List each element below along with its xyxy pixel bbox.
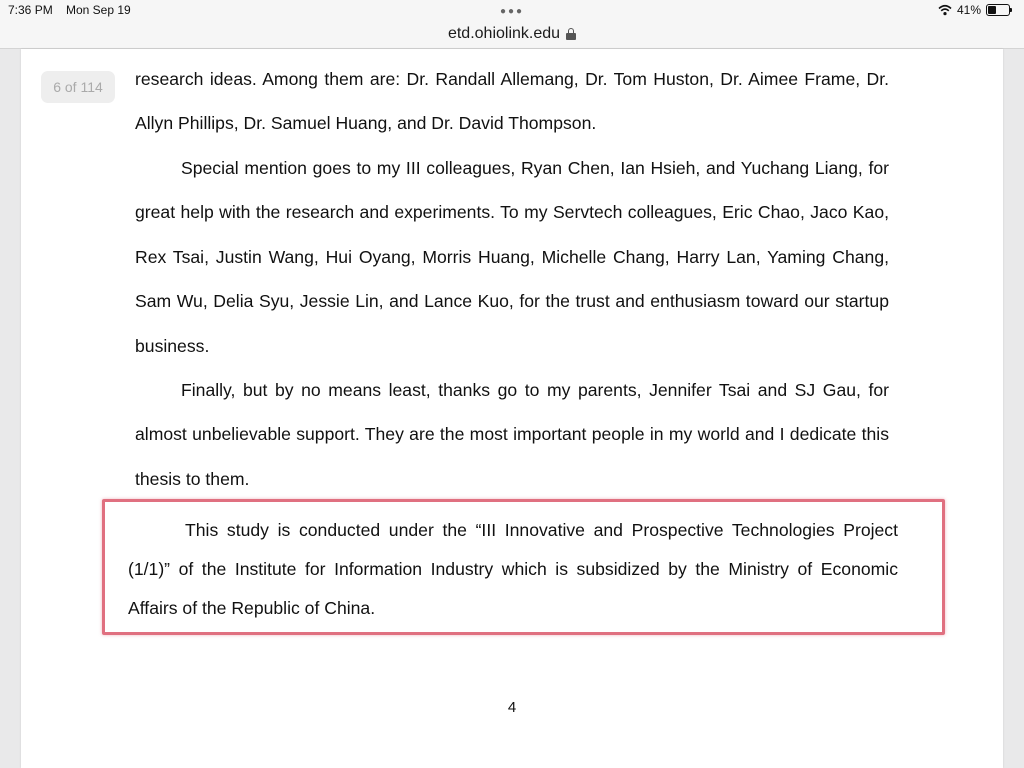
document-page (21, 49, 1003, 768)
paragraph: research ideas. Among them are: Dr. Randall Allemang, Dr. Tom Huston, Dr. Aimee Frame, Dr. Allyn Phillips, Dr. Samuel Huang, and Dr. David Thompson. (135, 69, 889, 134)
status-indicators (938, 3, 1010, 17)
paragraph: Special mention goes to my III colleagues, Ryan Chen, Ian Hsieh, and Yuchang Liang, for great help with the research and experiments. To my Servtech colleagues, Eric Chao, Jaco Kao, Rex Tsai, Justin Wang, Hui Oyang, Morris Huang, Michelle Chang, Harry Lan, Yaming Chang, Sam Wu, Delia Syu, Jessie Lin, and Lance Kuo, for the trust and enthusiasm toward our startup business. (135, 158, 889, 356)
page-number: 4 (507, 699, 517, 716)
url-text[interactable]: etd.ohiolink.edu (447, 25, 561, 42)
battery-percent: 41% (956, 3, 981, 17)
document-viewer[interactable] (0, 49, 1024, 768)
paragraph: Finally, but by no means least, thanks go to my parents, Jennifer Tsai and SJ Gau, for almost unbelievable support. They are the most important people in my world and I dedicate this thesis to them. (135, 380, 889, 489)
page-indicator: 6 of 114 (41, 71, 115, 103)
lock-icon (566, 28, 576, 40)
funding-note: This study is conducted under the “III Innovative and Prospective Technologies Project (1/1)” of the Institute for Information Industry which is subsidized by the Ministry of Economic Affairs of the Republic of China. (128, 520, 898, 618)
status-bar (0, 0, 1024, 20)
address-bar[interactable] (0, 20, 1024, 49)
wifi-icon (938, 4, 952, 16)
more-dots-icon[interactable]: ●●● (499, 6, 525, 17)
status-date: Mon Sep 19 (66, 3, 131, 17)
status-time: 7:36 PM (8, 3, 53, 17)
battery-level (988, 6, 996, 14)
battery-icon (986, 4, 1010, 16)
